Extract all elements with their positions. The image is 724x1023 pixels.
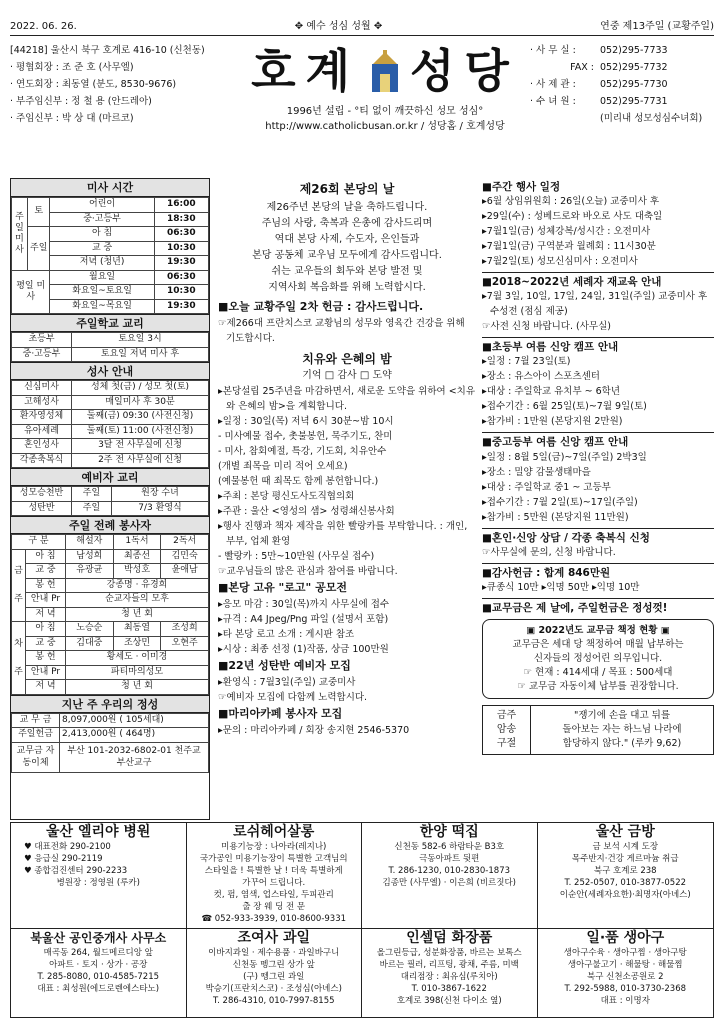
elementary-camp-details: ▸일정 : 7월 23일(토) ▸장소 : 유스아이 스포츠센터 ▸대상 : 주일학교 유치부 ~ 6학년 ▸접수기간 : 6월 25일(토)~7월 9일(토) ▸참가비 : 1만원 (본당지원 2만원) [482, 356, 647, 428]
right-column [482, 178, 714, 755]
dues-status-box: ▣ 2022년도 교무금 책정 현황 ▣ 교무금은 세대 당 책정하여 매월 납부하는 신자들의 정성어린 의무입니다. ☞ 현재 : 414세대 / 목표 : 500세대 ☞ 교무금 자동이체 납부를 권장합니다. [482, 619, 714, 699]
offering-type: 주일헌금 [12, 728, 60, 743]
offering-table [11, 713, 209, 773]
server-role: 저 녁 [26, 607, 66, 622]
mass-times-table [11, 197, 209, 314]
catechumen-recruit-heading: ■22년 성탄반 예비자 모집 [218, 659, 351, 672]
mass-name: 화요일~목요일 [50, 299, 154, 314]
mass-time: 19:30 [154, 299, 208, 314]
funeral-president: · 연도회장 : 최동열 (분도, 8530-9676) [10, 79, 177, 90]
server-name: 황세도 · 이미경 [66, 651, 209, 666]
convent-name: (미리내 성모성심수녀회) [600, 113, 703, 124]
counseling-note: ☞사무실에 문의, 신청 바랍니다. [482, 546, 616, 558]
sunday-label: 주일 [28, 227, 50, 271]
logo-contest-heading: ■본당 고유 "로고" 공모전 [218, 581, 347, 595]
sacrament-info: 매일미사 후 30분 [72, 395, 209, 410]
church-logo-icon [370, 50, 400, 94]
server-role: 봉 헌 [26, 651, 66, 666]
mass-name: 중·고등부 [50, 212, 154, 227]
pastor: · 주임신부 : 박 상 대 (마르코) [10, 113, 134, 124]
cafe-volunteer-heading: ■마리아카페 봉사자 모집 [218, 706, 343, 720]
mass-name: 어린이 [50, 198, 154, 213]
mass-time: 10:30 [154, 285, 208, 300]
ad-jewelry: 울산 금방 금 보석 시계 도장 목주반지·건강 게르마늄 취급 북구 호계로 238 T. 252-0507, 010-3877-0522 이순안(세례자요한)·최명자(아녜스) [538, 823, 714, 929]
offering-amount: 2,413,000원 ( 464명) [60, 728, 209, 743]
assistant-priest: · 부주임신부 : 정 철 용 (안드레아) [10, 96, 152, 107]
weekly-schedule-list: ▸6월 상임위원회 : 26일(오늘) 교중미사 후 ▸29일(수) : 성베드로와 바오로 사도 대축일 ▸7월1일(금) 성체강복/성시간 : 오전미사 ▸7월1일(금) 구역분과 월례회 : 11시30분 ▸7월2일(토) 성모신심미사 : 오전미사 [482, 196, 663, 268]
ad-fruit-shop: 조여사 과일 이바지과일 · 제수용품 · 과일바구니 신천동 뗑그린 상가 앞 (구) 뗑그린 과일 박승기(프란치스코) · 조성심(아녜스) T. 286-4310, 010-7997-8155 [187, 929, 363, 1017]
founding-line: 1996년 설립 - °티 없이 깨끗하신 성모 성심° [286, 106, 484, 117]
website-link[interactable]: http://www.catholicbusan.or.kr / 성당홈 / 호계성당 [265, 121, 505, 132]
server-name: 김대중 [66, 636, 114, 651]
healing-night-subtitle: 기억 □ 감사 □ 도약 [302, 369, 392, 381]
contact-label: · 수 녀 원 : [530, 96, 576, 107]
counseling-heading: ■혼인·신앙 상담 / 각종 축복식 신청 [482, 531, 650, 544]
mass-times-title: 미사 시간 [11, 179, 209, 197]
server-role: 저 녁 [26, 680, 66, 695]
class-day: 주일 [72, 487, 112, 502]
contact-info [530, 42, 715, 127]
liturgical-day: 연중 제13주일 (교황주일) [600, 20, 714, 32]
contact-label: · 사 제 관 : [530, 79, 576, 90]
ad-hospital: 울산 엘리야 병원 ♥ 대표전화 290-2100 ♥ 응급실 290-2119 ♥ 종합검진센터 290-2233 병원장 : 정영원 (루카) [11, 823, 187, 929]
office-phone: 052)295-7733 [600, 45, 668, 56]
server-name: 파티마의성모 [66, 665, 209, 680]
offering-title: 지난 주 우리의 정성 [11, 695, 209, 713]
school-group: 중·고등부 [12, 347, 72, 362]
parish-title [250, 40, 520, 104]
sacraments-title: 성사 안내 [11, 362, 209, 380]
mass-name: 저녁 (청년) [50, 256, 154, 271]
contact-label: · 사 무 실 : [530, 45, 576, 56]
weekend-label: 주 일 미 사 [12, 198, 28, 271]
mass-name: 화요일~토요일 [50, 285, 154, 300]
school-group: 초등부 [12, 333, 72, 348]
contact-label [530, 110, 600, 127]
baptized-reeducation-heading: ■2018~2022년 세례자 재교육 안내 [482, 276, 662, 289]
verse-label: 금주 암송 구절 [483, 706, 531, 754]
masthead [10, 40, 714, 168]
logo-contest-details: ▸응모 마감 : 30일(목)까지 사무실에 접수 ▸규격 : A4 Jpeg/Png 파일 (설명서 포함) ▸타 본당 로고 소개 : 게시판 참조 ▸시상 : 최종 선정 (1)작품, 상금 100만원 [218, 599, 390, 655]
catechumen-table [11, 486, 209, 516]
mass-name: 교 중 [50, 241, 154, 256]
weekly-verse-box [482, 705, 714, 755]
server-name: 순교자들의 모후 [66, 593, 209, 608]
issue-date: 2022. 06. 26. [10, 20, 77, 32]
cafe-volunteer-details: ▸문의 : 마리아카페 / 회장 송지현 2546-5370 [218, 724, 410, 736]
sunday-school-table [11, 332, 209, 362]
server-role: 교 중 [26, 564, 66, 579]
convent-phone: 052)295-7731 [600, 96, 668, 107]
sacrament-name: 신심미사 [12, 381, 72, 396]
school-time: 토요일 저녁 미사 후 [72, 347, 209, 362]
liturgy-servers-table [11, 534, 209, 695]
ad-hair-salon: 로쉬헤어살롱 미용기능장 : 나아라(레지나) 국가공인 미용기능장이 특별한 고객님의 스타일을 ! 특별한 날 ! 더욱 특별하게 가꾸어 드립니다. 컷, 펌, 염색, 업스타일, 두피관리 출 장 웨 딩 전 문 ☎ 052-933-3939, 010-8600-9331 [187, 823, 363, 929]
title-part-2: 성당 [410, 44, 519, 99]
server-name: 조성희 [161, 622, 209, 637]
sacrament-name: 환자영성체 [12, 410, 72, 425]
sacraments-table [11, 380, 209, 468]
ad-realtor: 북울산 공인중개사 사무소 매곡동 264, 월드메르디앙 앞 아파트 · 토지 · 상가 · 공장 T. 285-8080, 010-4585-7215 대표 : 최성원(에드로렌에스타노) [11, 929, 187, 1017]
middle-column [218, 178, 476, 738]
server-name: 노승순 [66, 622, 114, 637]
servers-header: 구 분 [12, 535, 66, 550]
month-theme: ✥ 예수 성심 성월 ✥ [294, 20, 383, 32]
mass-time: 16:00 [154, 198, 208, 213]
saturday-label: 토 [28, 198, 50, 227]
fax-number: 052)295-7732 [600, 62, 668, 73]
ad-rice-cake: 한양 떡집 신천동 582-6 하람타운 B3호 극동아파트 뒷편 T. 286-1230, 010-2830-1873 김종만 (사무엘) · 이은희 (비르짓다) [362, 823, 538, 929]
server-role: 안내 Pr [26, 593, 66, 608]
sacrament-info: 둘째(금) 09:30 (사전신청) [72, 410, 209, 425]
class-name: 성탄반 [12, 501, 72, 516]
server-name: 강종명 · 유경희 [66, 578, 209, 593]
mass-time: 06:30 [154, 270, 208, 285]
contact-label: FAX : [570, 62, 594, 73]
sunday-school-title: 주일학교 교리 [11, 314, 209, 332]
offering-amount: 8,097,000원 ( 105세대) [60, 713, 209, 728]
dues-reminder: ■교무금은 제 날에, 주일헌금은 정성껏! [482, 601, 668, 614]
title-part-1: 호계 [251, 44, 360, 99]
class-note: 7/3 환영식 [112, 501, 209, 516]
ad-restaurant: 일·품 생아구 생아구수육 · 생아구찜 · 생아구탕 생아구불고기 · 해물탕 · 해물찜 북구 신천소공원로 2 T. 292-5988, 010-3730-2368 대표 : 이명자 [563, 930, 687, 1006]
server-name: 김민숙 [161, 549, 209, 564]
sacrament-name: 유아세례 [12, 424, 72, 439]
youth-camp-details: ▸일정 : 8월 5일(금)~7일(주일) 2박3일 ▸장소 : 밀양 감물생태마을 ▸대상 : 주일학교 중1 ~ 고등부 ▸접수기간 : 7월 2일(토)~17일(주일) ▸참가비 : 5만원 (본당지원 11만원) [482, 451, 647, 523]
mass-time: 10:30 [154, 241, 208, 256]
servers-header: 1독서 [113, 535, 161, 550]
healing-night-title: 치유와 은혜의 밤 [302, 351, 392, 366]
baptized-reeducation-details: ▸7월 3일, 10일, 17일, 24일, 31일(주일) 교중미사 후 수성전 (점심 제공) ☞사전 신청 바랍니다. (사무실) [482, 291, 708, 333]
sacrament-info: 2주 전 사무실에 신청 [72, 453, 209, 468]
server-name: 최동열 [113, 622, 161, 637]
server-role: 아 침 [26, 549, 66, 564]
thanks-offering-list: ▸큐종식 10만 ▸익명 50만 ▸익명 10만 [482, 581, 640, 593]
papal-collection-heading: ■오늘 교황주일 2차 헌금 : 감사드립니다. [218, 300, 424, 313]
sacrament-info: 3달 전 사무실에 신청 [72, 439, 209, 454]
parish-day-title: 제26회 본당의 날 [299, 182, 395, 196]
server-role: 안내 Pr [26, 665, 66, 680]
sacrament-name: 혼인성사 [12, 439, 72, 454]
class-note: 원장 수녀 [112, 487, 209, 502]
sacrament-name: 고해성사 [12, 395, 72, 410]
mass-time: 06:30 [154, 227, 208, 242]
sacrament-name: 각종축복식 [12, 453, 72, 468]
server-name: 조상민 [113, 636, 161, 651]
class-day: 주일 [72, 501, 112, 516]
weekly-schedule-heading: ■주간 행사 일정 [482, 181, 561, 193]
server-role: 아 침 [26, 622, 66, 637]
address: [44218] 울산시 북구 호계로 416-10 (신천동) [10, 45, 205, 56]
council-president: · 평협회장 : 조 준 호 (사무엘) [10, 62, 134, 73]
school-time: 토요일 3시 [72, 333, 209, 348]
server-role: 봉 헌 [26, 578, 66, 593]
offering-type: 교 무 금 [12, 713, 60, 728]
mass-time: 19:30 [154, 256, 208, 271]
sacrament-info: 성체 첫(금) / 성모 첫(토) [72, 381, 209, 396]
liturgy-servers-title: 주일 전례 봉사자 [11, 516, 209, 534]
server-name: 윤애남 [161, 564, 209, 579]
server-name: 최종선 [113, 549, 161, 564]
offering-type: 교무금 자동이체 [12, 742, 60, 772]
advertisements [10, 822, 714, 1018]
week-label: 차 주 [12, 622, 26, 695]
server-name: 청 년 회 [66, 607, 209, 622]
mass-time: 18:30 [154, 212, 208, 227]
week-label: 금 주 [12, 549, 26, 622]
catechumen-recruit-details: ▸환영식 : 7월3일(주일) 교중미사 ☞예비자 모집에 다함께 노력합시다. [218, 676, 368, 703]
elementary-camp-heading: ■초등부 여름 신앙 캠프 안내 [482, 341, 619, 354]
server-name: 청 년 회 [66, 680, 209, 695]
top-bar [10, 18, 714, 36]
server-name: 박성호 [113, 564, 161, 579]
parish-info [10, 42, 260, 127]
ad-cosmetics: 인셀덤 화장품 올그린등급, 성분화장품, 바르는 보톡스 바르는 필러, 리프팅, 광채, 주름, 미백 대리점장 : 최유심(루치아) T. 010-3867-1622 호계로 398(신천 다이소 옆) [362, 929, 538, 1017]
server-name: 오현주 [161, 636, 209, 651]
left-sidebar [10, 178, 210, 820]
mass-name: 월요일 [50, 270, 154, 285]
class-name: 성모승천반 [12, 487, 72, 502]
servers-header: 해설자 [66, 535, 114, 550]
thanks-offering-heading: ■감사헌금 : 합계 846만원 [482, 566, 611, 579]
server-name: 남성희 [66, 549, 114, 564]
sacrament-info: 둘째(토) 11:00 (사전신청) [72, 424, 209, 439]
mass-name: 아 침 [50, 227, 154, 242]
verse-text: "쟁기에 손을 대고 뒤를 돌아보는 자는 하느님 나라에 합당하지 않다." (루카 9,62) [562, 709, 682, 749]
masthead-center [250, 40, 520, 134]
server-role: 교 중 [26, 636, 66, 651]
servers-header: 2독서 [161, 535, 209, 550]
papal-collection-note: ☞제266대 프란치스코 교황님의 성무와 영육간 건강을 위해 기도합시다. [218, 317, 465, 344]
weekday-mass-label: 평일 미사 [12, 270, 50, 314]
catechumen-title: 예비자 교리 [11, 468, 209, 486]
parish-day-message: 제26주년 본당의 날을 축하드립니다. 주님의 사랑, 축복과 은총에 감사드리며 역대 본당 사제, 수도자, 은인들과 본당 공동체 교우님 모두에게 감사드립니다. 쉬는 교우들의 회두와 본당 발전 및 지역사회 복음화를 위해 노력합시다. [252, 202, 442, 293]
youth-camp-heading: ■중고등부 여름 신앙 캠프 안내 [482, 436, 629, 449]
healing-night-details: ▸본당설립 25주년을 마감하면서, 새로운 도약을 위하여 <치유와 은혜의 밤>을 계획합니다. ▸일정 : 30일(목) 저녁 6시 30분~밤 10시 - 미사예물 접수, 촛불봉헌, 묵주기도, 찬미 - 미사, 참회예절, 특강, 기도회, 치유안수 (개별 죄목을 미리 적어 오세요) (예물봉헌 때 죄목도 함께 봉헌합니다.) ▸주최 : 본당 평신도사도직협의회 ▸주관 : 울산 <영성의 샘> 성령쇄신봉사회 ▸행사 진행과 책자 제작을 위한 빨랑카를 부탁합니다. : 개인, 부부, 업체 환영 - 빨랑카 : 5만~10만원 (사무실 접수) ☞교우님들의 많은 관심과 참여를 바랍니다. [218, 386, 476, 578]
rectory-phone: 052)295-7730 [600, 79, 668, 90]
auto-transfer-account: 부산 101-2032-6802-01 천주교 부산교구 [60, 742, 209, 772]
server-name: 유광균 [66, 564, 114, 579]
